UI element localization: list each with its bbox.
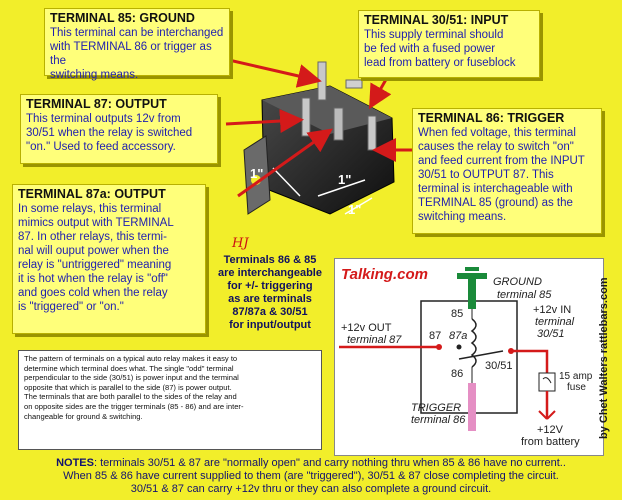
terminal-30-51-text: This supply terminal should be fed with a fused power lead from battery or fuseblock — [364, 29, 516, 69]
notes-line-2: When 85 & 86 have current supplied to them (are "triggered"), 30/51 & 87 close completing the circuit. — [63, 470, 559, 482]
terminal-85-text: This terminal can be interchanged with TERMINAL 86 or trigger as the switching means. — [50, 27, 224, 81]
terminal-87-text: This terminal outputs 12v from 30/51 when the relay is switched "on." Used to feed accessory. — [26, 113, 193, 153]
pin-87-label: 87 — [429, 330, 442, 342]
battery-from-label: from battery — [521, 436, 580, 448]
terminal-87a-title: TERMINAL 87a: OUTPUT — [18, 187, 166, 201]
pin-87a-label: 87a — [449, 330, 468, 342]
fuse-amp-label: 15 amp — [559, 371, 593, 382]
output-terminal-label: terminal 87 — [347, 334, 402, 346]
relay-coil — [472, 319, 476, 367]
input-label: +12v IN — [533, 304, 572, 316]
terminal-blade-86 — [368, 116, 376, 150]
terminal-86-text: When fed voltage, this terminal causes the relay to switch "on" and feed current from the INPUT 30/51 to OUTPUT 87. This terminal is interchageable with TERMINAL 85 (ground) as the switching means. — [418, 127, 585, 223]
schematic-watermark: Talking.com — [341, 266, 428, 283]
trigger-terminal-label: terminal 86 — [411, 414, 466, 426]
relay-schematic — [334, 258, 604, 456]
terminal-86-title: TERMINAL 86: TRIGGER — [418, 111, 565, 125]
dimension-label-3: 1" — [348, 202, 362, 217]
signature-mark: HJ — [232, 236, 249, 251]
pattern-note: The pattern of terminals on a typical auto relay makes it easy to determine which terminal does what. The single "odd" terminal perpendicular to the side (30/51) is power input and the terminal opposite that which is parallel to the side (87) is power output. The terminals that are both parallel to the sides of the relay and on opposite sides are the trigger terminals (85 - 86) and are inter- changeable for ground & switching. — [18, 350, 322, 450]
terminal-blade-87a — [334, 108, 343, 140]
terminal-86-box — [412, 108, 602, 234]
ground-terminal-label: terminal 85 — [497, 289, 552, 301]
notes-footer — [2, 457, 620, 496]
output-label: +12v OUT — [341, 322, 392, 334]
dimension-label-2: 1" — [338, 172, 352, 187]
interchangeable-note: Terminals 86 & 85 are interchangeable for +/- triggering as are terminals 87/87a & 30/51 for input/output — [218, 254, 322, 331]
battery-label: +12V — [537, 424, 563, 436]
pin-30-51-label: 30/51 — [485, 360, 513, 372]
fuse-symbol — [539, 373, 555, 391]
author-credit: by Chet Walters rattlebars.com — [598, 277, 610, 439]
ground-symbol — [457, 273, 487, 279]
terminal-85-box — [44, 8, 230, 81]
notes-line-3: 30/51 & 87 can carry +12v thru or they can also complete a ground circuit. — [130, 483, 492, 495]
trigger-label: TRIGGER — [411, 402, 462, 414]
input-terminal-label: terminal — [535, 316, 575, 328]
notes-line-1: : terminals 30/51 & 87 are "normally open" and carry nothing thru when 85 & 86 have no current.. — [93, 457, 566, 469]
pin-85-label: 85 — [451, 308, 464, 320]
terminal-87a-box — [12, 184, 206, 334]
dimension-label-1: 1" — [250, 166, 264, 181]
ground-label: GROUND — [493, 276, 542, 288]
terminal-87-box — [20, 94, 218, 164]
ground-wire — [468, 279, 476, 309]
fuse-label: fuse — [567, 382, 586, 393]
notes-label: NOTES — [56, 457, 94, 469]
terminal-87a-text: In some relays, this terminal mimics output with TERMINAL 87. In other relays, this termi- nal will ouput power when the relay is "untriggered" meaning it is hot when the relay is "off" and goes cold when the relay is "triggered" or "on." — [18, 203, 174, 313]
terminal-blade-30-51 — [346, 80, 362, 88]
terminal-30-51-title: TERMINAL 30/51: INPUT — [364, 13, 509, 27]
terminal-blade-87 — [302, 98, 310, 136]
arrow-85 — [220, 58, 316, 80]
trigger-wire — [468, 383, 476, 431]
input-terminal-number: 30/51 — [537, 328, 565, 340]
terminal-blade-85 — [318, 62, 326, 100]
terminal-30-51-box — [358, 10, 540, 78]
terminal-87-title: TERMINAL 87: OUTPUT — [26, 97, 167, 111]
pin-86-label: 86 — [451, 368, 464, 380]
terminal-85-title: TERMINAL 85: GROUND — [50, 11, 195, 25]
